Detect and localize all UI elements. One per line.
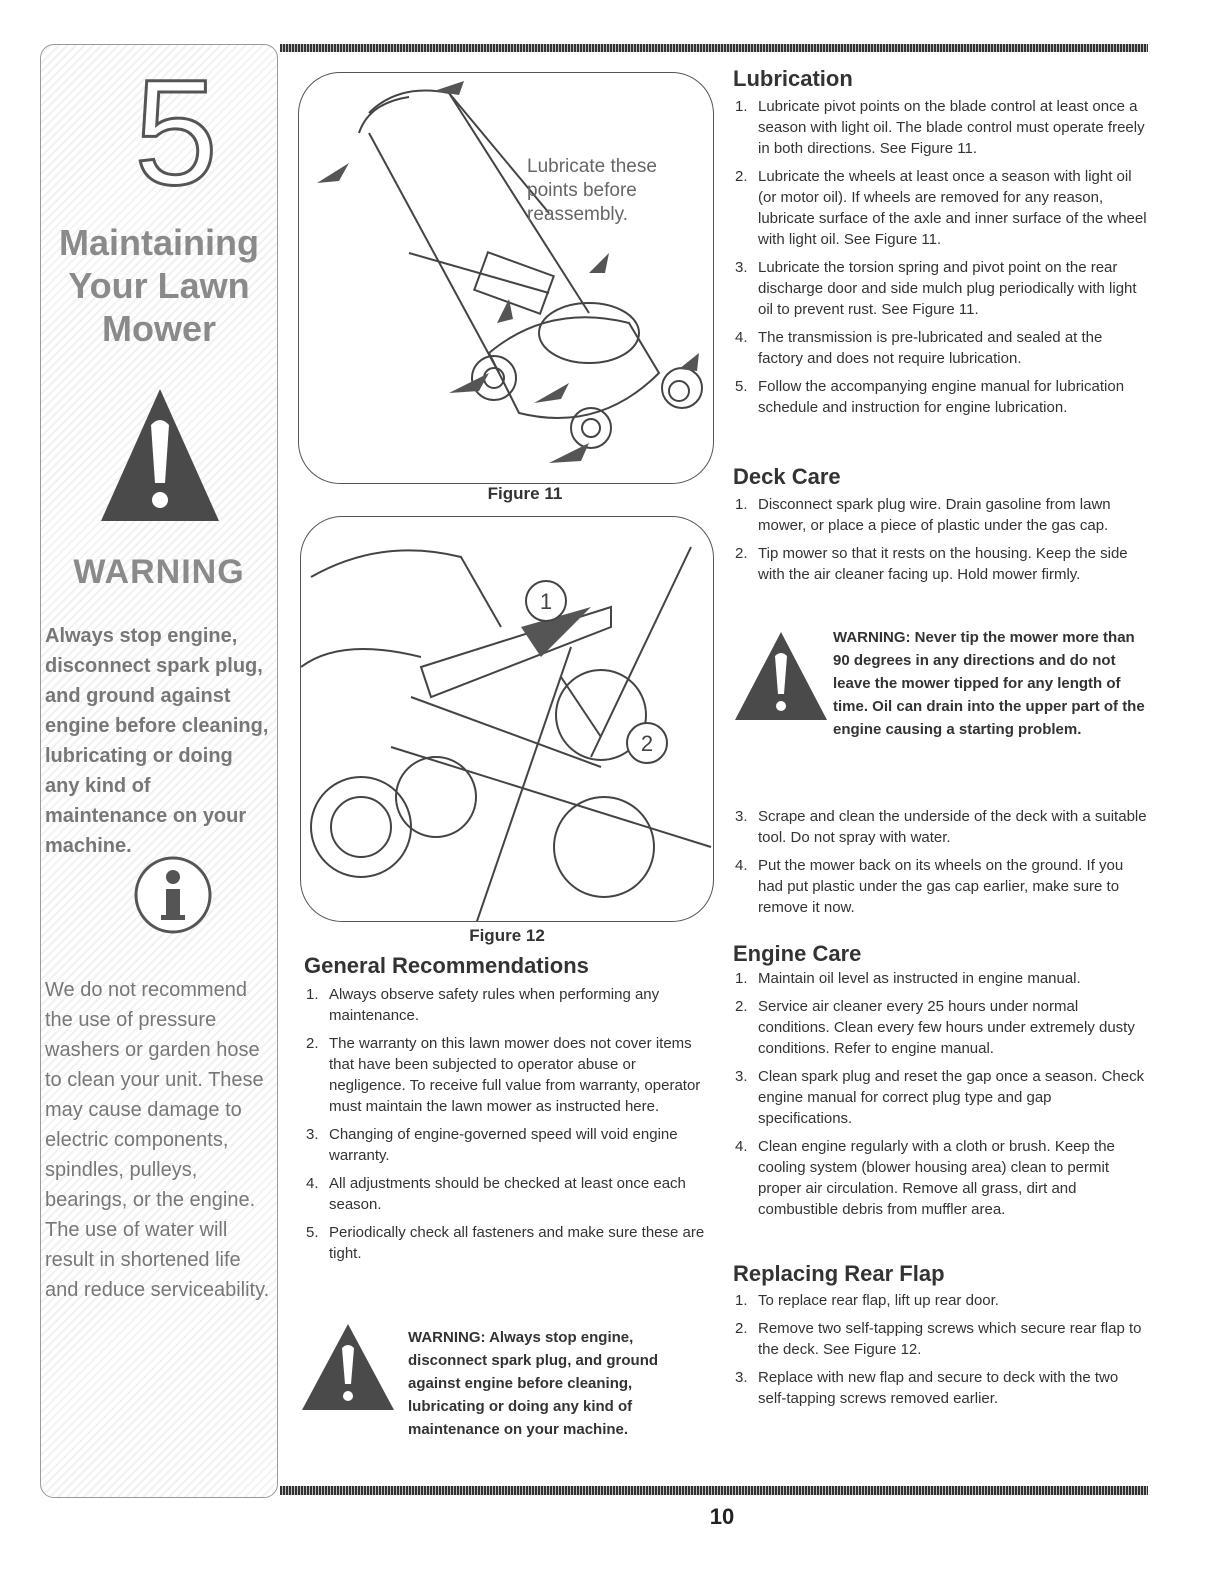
chapter-title: [41, 221, 277, 350]
list-item-text: Follow the accompanying engine manual for lubrication schedule and instruction for engine lubrication.: [758, 378, 1125, 416]
list-item-number: 3.: [306, 1126, 319, 1143]
list-item-number: 4.: [306, 1175, 319, 1192]
rear-flap-illustration: [301, 517, 713, 921]
mower-lubrication-illustration: [299, 73, 713, 483]
list-item: [733, 1290, 1149, 1311]
top-rule: [280, 44, 1148, 52]
list-item-number: 5.: [306, 1224, 319, 1241]
lubrication-heading: Lubrication: [733, 66, 853, 91]
list-item-text: To replace rear flap, lift up rear door.: [758, 1292, 999, 1309]
list-item-number: 4.: [735, 857, 748, 874]
list-item-text: Replace with new flap and secure to deck with the two self-tapping screws removed earlier.: [758, 1369, 1119, 1407]
figure-11: [298, 72, 714, 484]
list-item-number: 2.: [735, 1320, 748, 1337]
callout-2-label: 2: [640, 731, 654, 756]
list-item: [733, 327, 1149, 369]
general-recommendations-list: [304, 984, 708, 1271]
list-item: [733, 806, 1149, 848]
list-item-number: 4.: [735, 329, 748, 346]
sidebar: [40, 44, 278, 1498]
list-item: [304, 984, 708, 1026]
list-item-text: Service air cleaner every 25 hours under normal conditions. Clean every few hours under extremely dusty conditions. Refer to engine manual.: [758, 998, 1135, 1057]
list-item-number: 5.: [735, 378, 748, 395]
callout-1-label: 1: [539, 589, 553, 614]
warning-triangle-icon: [300, 1322, 396, 1412]
list-item-text: Lubricate pivot points on the blade control at least once a season with light oil. The blade control must operate freely in both directions. See Figure 11.: [758, 98, 1145, 157]
list-item-text: Maintain oil level as instructed in engine manual.: [758, 970, 1081, 987]
list-item: [304, 1033, 708, 1117]
list-item: [733, 1136, 1149, 1220]
list-item-number: 3.: [735, 808, 748, 825]
warning-triangle-icon: [99, 385, 221, 525]
deck-care-list-a: [733, 494, 1149, 592]
info-icon: [133, 855, 213, 935]
list-item-number: 3.: [735, 259, 748, 276]
list-item: [304, 1124, 708, 1166]
list-item-number: 1.: [306, 986, 319, 1003]
callout-1: [526, 581, 566, 621]
list-item: [733, 376, 1149, 418]
list-item-text: Periodically check all fasteners and make sure these are tight.: [329, 1224, 705, 1262]
list-item-number: 4.: [735, 1138, 748, 1155]
rear-flap-list: [733, 1290, 1149, 1416]
list-item: [733, 96, 1149, 159]
rear-flap-heading: Replacing Rear Flap: [733, 1261, 945, 1286]
list-item-number: 2.: [735, 545, 748, 562]
list-item-text: Disconnect spark plug wire. Drain gasoline from lawn mower, or place a piece of plastic under the gas cap.: [758, 496, 1111, 534]
list-item-number: 2.: [735, 998, 748, 1015]
engine-care-heading: Engine Care: [733, 941, 862, 966]
chapter-title-line: Mower: [101, 308, 216, 349]
list-item-text: Always observe safety rules when performing any maintenance.: [329, 986, 660, 1024]
list-item: [733, 968, 1149, 989]
list-item: [733, 855, 1149, 918]
chapter-title-line: Maintaining: [59, 222, 259, 263]
lubrication-list: [733, 96, 1149, 425]
list-item-text: Lubricate the torsion spring and pivot point on the rear discharge door and side mulch plug periodically with light oil to prevent rust. See Figure 11.: [758, 259, 1137, 318]
list-item-text: Tip mower so that it rests on the housing. Keep the side with the air cleaner facing up. Hold mower firmly.: [758, 545, 1128, 583]
deck-warning-text: WARNING: Never tip the mower more than 90 degrees in any directions and do not leave the mower tipped for any length of time. Oil can drain into the upper part of the engine causing a starting problem.: [833, 629, 1145, 738]
chapter-title-line: Your Lawn: [68, 265, 250, 306]
list-item-number: 2.: [306, 1035, 319, 1052]
general-warning: [300, 1322, 704, 1452]
list-item: [733, 257, 1149, 320]
callout-2: [627, 723, 667, 763]
list-item: [304, 1222, 708, 1264]
list-item-text: Scrape and clean the underside of the deck with a suitable tool. Do not spray with water.: [758, 808, 1147, 846]
engine-care-list: [733, 968, 1149, 1227]
deck-care-list-b: [733, 806, 1149, 925]
list-item: [304, 1173, 708, 1215]
page-number: 10: [709, 1504, 735, 1529]
chapter-number: 5: [134, 48, 218, 216]
general-warning-text: WARNING: Always stop engine, disconnect spark plug, and ground against engine before cleaning, lubricating or doing any kind of maintenance on your machine.: [408, 1329, 659, 1438]
list-item-number: 1.: [735, 98, 748, 115]
list-item: [733, 1066, 1149, 1129]
general-recommendations-heading: General Recommendations: [304, 953, 589, 978]
list-item-text: Clean spark plug and reset the gap once a season. Check engine manual for correct plug type and gap specifications.: [758, 1068, 1145, 1127]
list-item-number: 2.: [735, 168, 748, 185]
list-item-number: 3.: [735, 1068, 748, 1085]
figure-11-caption: Figure 11: [487, 484, 563, 503]
figure-12: [300, 516, 714, 922]
sidebar-warning-text: Always stop engine, disconnect spark plug, and ground against engine before cleaning, lubricating or doing any kind of maintenance on your machine.: [45, 625, 269, 857]
list-item-number: 1.: [735, 970, 748, 987]
list-item: [733, 1367, 1149, 1409]
list-item: [733, 1318, 1149, 1360]
figure-12-caption: Figure 12: [469, 926, 545, 945]
bottom-rule: [280, 1486, 1148, 1495]
list-item-text: All adjustments should be checked at least once each season.: [329, 1175, 686, 1213]
list-item-text: Put the mower back on its wheels on the ground. If you had put plastic under the gas cap earlier, make sure to remove it now.: [758, 857, 1124, 916]
list-item: [733, 166, 1149, 250]
list-item-text: The warranty on this lawn mower does not cover items that have been subjected to operator abuse or negligence. To receive full value from warranty, operator must maintain the lawn mower as instructed here.: [329, 1035, 701, 1115]
list-item-number: 1.: [735, 496, 748, 513]
deck-warning: [733, 622, 1149, 782]
warning-triangle-icon: [733, 630, 829, 722]
list-item-text: Changing of engine-governed speed will void engine warranty.: [329, 1126, 678, 1164]
list-item: [733, 996, 1149, 1059]
list-item-text: Clean engine regularly with a cloth or brush. Keep the cooling system (blower housing area) clean to permit proper air circulation. Remove all grass, dirt and combustible debris from muffler area.: [758, 1138, 1115, 1218]
sidebar-info-text: We do not recommend the use of pressure washers or garden hose to clean your unit. These may cause damage to electric components, spindles, pulleys, bearings, or the engine. The use of water will result in shortened life and reduce serviceability.: [45, 979, 270, 1301]
list-item-text: The transmission is pre-lubricated and sealed at the factory and does not require lubrication.: [758, 329, 1103, 367]
figure-11-callout: Lubricate these points before reassembly.: [527, 156, 657, 225]
list-item: [733, 494, 1149, 536]
warning-heading: WARNING: [73, 553, 245, 591]
list-item-text: Remove two self-tapping screws which secure rear flap to the deck. See Figure 12.: [758, 1320, 1142, 1358]
list-item: [733, 543, 1149, 585]
list-item-number: 1.: [735, 1292, 748, 1309]
list-item-number: 3.: [735, 1369, 748, 1386]
deck-care-heading: Deck Care: [733, 464, 841, 489]
list-item-text: Lubricate the wheels at least once a season with light oil (or motor oil). If wheels are removed for any reason, lubricate surface of the axle and inner surface of the wheel with light oil. See Figure 11.: [758, 168, 1147, 248]
